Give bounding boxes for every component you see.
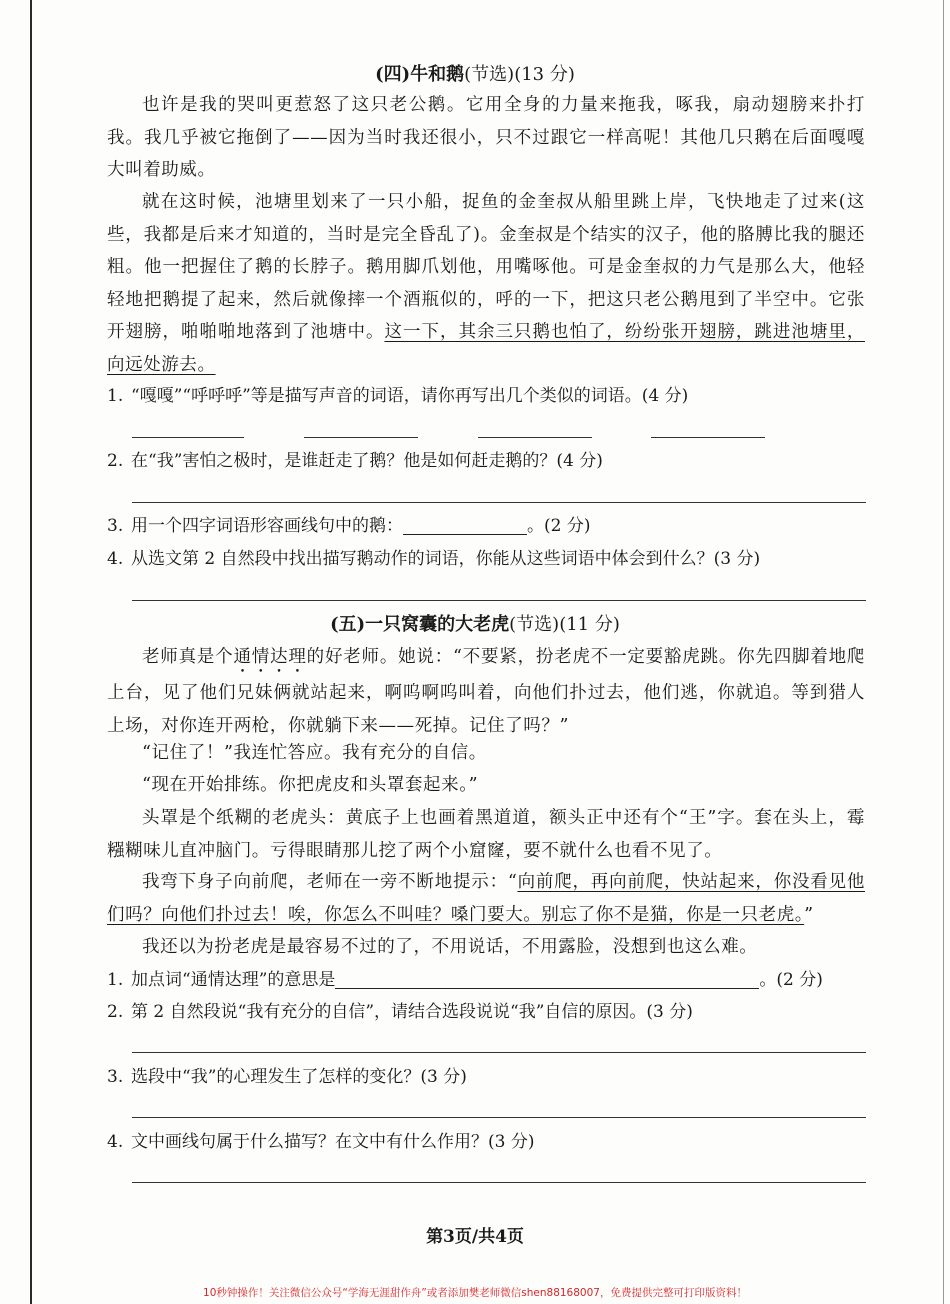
section5-paragraph-2: “记住了！”我连忙答应。我有充分的自信。: [142, 743, 487, 763]
section4-paragraph-1: 也许是我的哭叫更惹怒了这只老公鹅。它用全身的力量来拖我，啄我，扇动翅膀来扑打我。我几乎被它拖倒了——因为当时我还很小，只不过跟它一样高呢！其他几只鹅在后面嘎嘎大叫着助威。: [107, 95, 865, 180]
page-number: 第3页/共4页: [426, 1227, 524, 1247]
section4-question-4: [107, 545, 877, 573]
section4-title-sub: (节选): [464, 64, 515, 85]
answer-blank[interactable]: [403, 516, 527, 535]
question-text: 从选文第 2 自然段中找出描写鹅动作的词语，你能从这些词语中体会到什么？(3 分): [131, 549, 761, 569]
question-number: 4.: [107, 549, 124, 569]
section4-paragraph-2: [107, 186, 865, 381]
section5-paragraph-4: 头罩是个纸糊的老虎头：黄底子上也画着黑道道，额头正中还有个“王”字。套在头上，霉糨糊味儿直冲脑门。亏得眼睛那儿挖了两个小窟窿，要不就什么也看不见了。: [107, 808, 865, 861]
answer-line[interactable]: [132, 1117, 866, 1118]
section5-question-2: [107, 998, 877, 1026]
answer-line[interactable]: [132, 1052, 866, 1053]
answer-blank[interactable]: [335, 970, 759, 989]
question-number: 1.: [107, 386, 124, 406]
section5-paragraph-5-text-a: 我弯下身子向前爬，老师在一旁不断地提示：“: [142, 872, 518, 892]
section5-paragraph-1-text-a: 老师真是个: [142, 647, 234, 667]
question-text: 加点词“通情达理”的意思是: [131, 970, 336, 990]
question-number: 1.: [107, 970, 124, 990]
question-text: 选段中“我”的心理发生了怎样的变化？(3 分): [131, 1067, 467, 1087]
answer-blank-4[interactable]: [651, 437, 765, 438]
section4-underlined-sentence: 这一下，其余三只鹅也怕了，纷纷张开翅膀，跳进池塘里，向远处游去。: [107, 322, 865, 375]
answer-blank-2[interactable]: [304, 437, 418, 438]
question-text: 文中画线句属于什么描写？在文中有什么作用？(3 分): [131, 1132, 535, 1152]
section5-title: [0, 610, 950, 636]
question-number: 3.: [107, 1067, 124, 1087]
section5-question-3: [107, 1063, 877, 1091]
section5-underlined-sentence: 向前爬，再向前爬，快站起来，你没看见他们吗？向他们扑过去！唉，你怎么不叫哇？嗓门要大。别忘了你不是猫，你是一只老虎。: [107, 872, 865, 925]
section5-paragraph-6: 我还以为扮老虎是最容易不过的了，不用说话，不用露脸，没想到也这么难。: [142, 937, 758, 957]
section5-paragraph-5: [107, 866, 865, 931]
answer-blank-1[interactable]: [132, 437, 244, 438]
question-number: 3.: [107, 516, 124, 536]
section4-title: [0, 60, 950, 86]
question-number: 2.: [107, 451, 124, 471]
section4-title-score: (13 分): [514, 64, 575, 85]
section4-question-1: [107, 382, 877, 410]
section5-title-score: (11 分): [559, 614, 620, 635]
promo-text: 10秒钟操作！关注微信公众号“学海无涯甜作舟”或者添加樊老师微信shen88168007，免费提供完整可打印版资料！: [203, 1287, 747, 1299]
section5-question-4: [107, 1128, 877, 1156]
question-score: 。(2 分): [527, 516, 591, 536]
question-text: 用一个四字词语形容画线句中的鹅：: [131, 516, 403, 536]
answer-blank-3[interactable]: [478, 437, 592, 438]
question-text: 第 2 自然段说“我有充分的自信”，请结合选段说说“我”自信的原因。(3 分): [131, 1002, 693, 1022]
section5-question-1: [107, 966, 877, 994]
section5-title-main: (五)一只窝囊的大老虎: [330, 614, 510, 635]
answer-line[interactable]: [132, 1182, 866, 1183]
section4-question-3: [107, 512, 877, 540]
question-text: 在“我”害怕之极时，是谁赶走了鹅？他是如何赶走鹅的？(4 分): [131, 451, 603, 471]
section5-paragraph-3: “现在开始排练。你把虎皮和头罩套起来。”: [142, 775, 479, 795]
section5-paragraph-5-text-b: ”: [804, 904, 814, 925]
section4-title-main: (四)牛和鹅: [375, 64, 465, 85]
section4-question-2: [107, 447, 877, 475]
section4-paragraph-2-text: 就在这时候，池塘里划来了一只小船，捉鱼的金奎叔从船里跳上岸，飞快地走了过来(这些，我都是后来才知道的，当时是完全昏乱了)。金奎叔是个结实的汉子，他的胳膊比我的腿还粗。他一把握住了鹅的长脖子。鹅用脚爪划他，用嘴啄他。可是金奎叔的力气是那么大，他轻轻地把鹅提了起来，然后就像摔一个酒瓶似的，呼的一下，把这只老公鹅甩到了半空中。它张开翅膀，啪啪啪地落到了池塘中。: [107, 192, 865, 342]
question-number: 4.: [107, 1132, 124, 1152]
section5-title-sub: (节选): [509, 614, 560, 635]
dotted-word: 通情达理: [233, 647, 307, 667]
question-number: 2.: [107, 1002, 124, 1022]
question-text: “嘎嘎”“呼呼呼”等是描写声音的词语，请你再写出几个类似的词语。(4 分): [131, 386, 689, 406]
answer-line[interactable]: [132, 502, 866, 503]
section5-paragraph-1-text-b: 的好老师。她说：“不要紧，扮老虎不一定要豁虎跳。你先四脚着地爬上台，见了他们兄妹俩就站起来，啊呜啊呜叫着，向他们扑过去，他们逃，你就追。等到猎人上场，对你连开两枪，你就躺下来——死掉。记住了吗？”: [107, 647, 866, 736]
answer-line[interactable]: [132, 600, 866, 601]
section5-paragraph-1: [107, 641, 865, 742]
question-score: 。(2 分): [759, 970, 823, 990]
